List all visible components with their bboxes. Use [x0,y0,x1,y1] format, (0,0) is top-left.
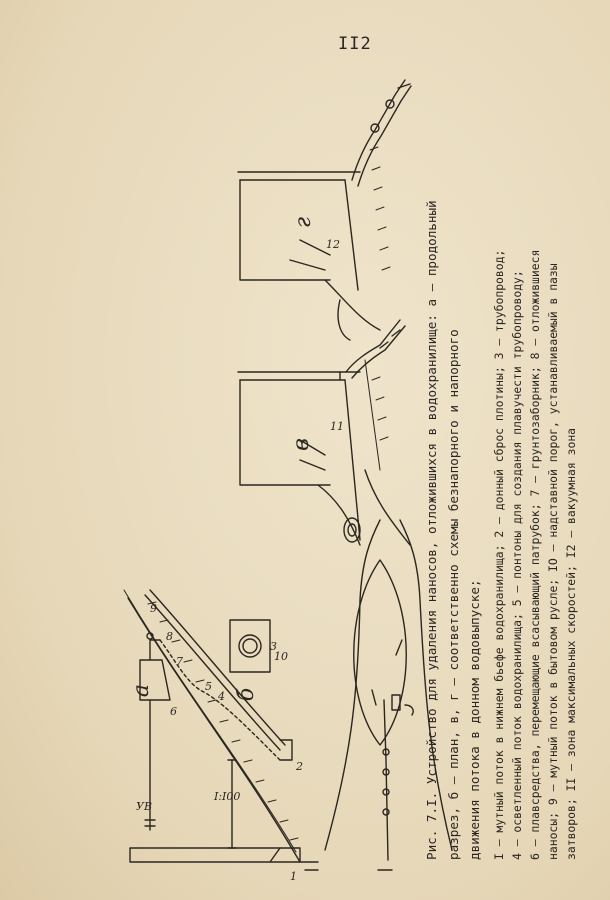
figure-g-pressure [238,80,411,340]
figure-v-free-flow [238,320,410,545]
label-6: 6 [170,705,177,718]
figure-threshold-inset [230,620,270,672]
label-uv: УВ [136,800,153,813]
sublabel-v: в [288,438,314,451]
figure-caption [424,200,439,860]
legend-line-1: I – мутный поток в нижнем бьефе водохранилища; 2 – донный сброс плотины; 3 – трубопровод; [492,249,506,860]
drawing-labels [136,238,344,883]
label-4: 4 [218,690,225,703]
caption-line-2: разрез, б – план, в, г – соответственно схемы безнапорного и напорного [446,329,461,860]
sublabel-a: а [129,683,155,698]
legend-line-5: затворов; II – зона максимальных скоростей; I2 – вакуумная зона [564,427,578,860]
label-3: 3 [270,640,277,653]
label-1: 1 [290,870,297,883]
sublabel-b: б [234,687,260,702]
legend-line-4-wrap [546,263,560,860]
page-number: II2 [338,34,372,54]
label-12: 12 [326,238,340,251]
caption-line-3-wrap [467,579,482,860]
legend-line-4: наносы; 9 – мутный поток в бытовом русле; IO – надставной порог, устанавливаемый в пазы [546,263,560,860]
legend-line-1-wrap [492,250,506,860]
caption-line-2-wrap [446,329,461,860]
sublabel-g: г [291,216,317,229]
label-8: 8 [166,630,173,643]
legend-line-3: 6 – плавсредства, перемещающие всасывающий патрубок; 7 – грунтозаборник; 8 – отложившиеся [528,249,542,860]
legend-line-2-wrap [510,270,524,860]
label-7: 7 [176,655,183,668]
label-9: 9 [150,602,157,615]
legend-line-2: 4 – осветленный поток водохранилища; 5 – понтоны для создания плавучести трубопроводу; [510,270,524,860]
figure-a-section [124,590,318,870]
label-11: 11 [330,420,344,433]
caption-line-3: движения потока в донном водовыпуске; [467,579,482,860]
label-10: 10 [274,650,288,663]
legend-line-5-wrap [564,428,578,860]
label-2: 2 [296,760,303,773]
legend-line-3-wrap [528,250,542,860]
caption-line-1: Рис. 7.I. Устройство для удаления наносов, отложившихся в водохранилище: а – продольный [424,200,439,860]
label-5: 5 [205,680,212,693]
label-scale: I:I00 [214,790,241,803]
